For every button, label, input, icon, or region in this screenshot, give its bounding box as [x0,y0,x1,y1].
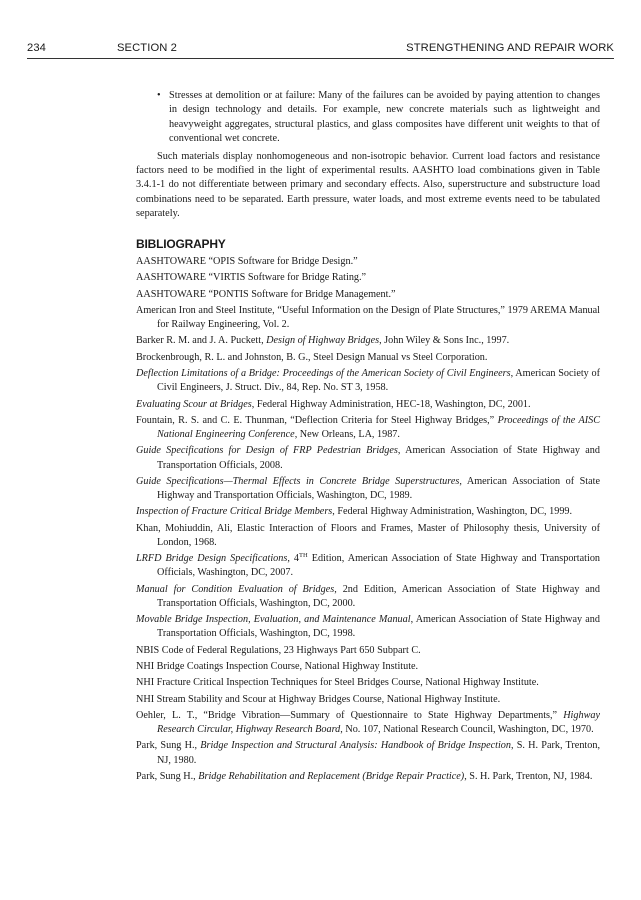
running-title: STRENGTHENING AND REPAIR WORK [406,42,614,54]
entry-text: Oehler, L. T., “Bridge Vibration—Summary of Questionnaire to State Highway Departments,” [136,709,564,721]
entry-text: , John Wiley & Sons Inc., 1997. [379,335,510,347]
entry-text: NHI Fracture Critical Inspection Techniques for Steel Bridges Course, National Highway Institute. [136,677,539,689]
running-header [27,42,614,58]
bibliography-entry [136,522,600,550]
entry-title: Design of Highway Bridges [266,335,380,347]
entry-text: , 4 [287,553,300,565]
entry-text: , American Association of State Highway and Transportation Officials, 2008. [157,445,600,471]
section-label: SECTION 2 [117,42,177,54]
entry-text: NBIS Code of Federal Regulations, 23 Highways Part 650 Subpart C. [136,644,421,656]
entry-title: Highway Research Circular, Highway Research Board [157,709,600,736]
bullet-dot-icon: • [157,90,161,101]
bibliography-entry [136,398,600,412]
bibliography-entry [136,271,600,285]
entry-text: , American Association of State Highway and Transportation Officials, Washington, DC, 1989. [157,475,601,502]
bibliography-heading: BIBLIOGRAPHY [136,236,226,251]
entry-title: Bridge Rehabilitation and Replacement (Bridge Repair Practice) [198,770,465,782]
entry-title: Bridge Inspection and Structural Analysis: Handbook of Bridge Inspection [200,740,511,752]
bibliography-entry [136,693,600,707]
bibliography-entry [136,613,600,641]
entry-text: , 2nd Edition, American Association of State Highway and Transportation Officials, Washington, DC, 2000. [157,583,600,609]
entry-text: Edition, American Association of State Highway and Transportation Officials, Washington, DC, 2007. [157,553,601,579]
entry-text: Khan, Mohiuddin, Ali, Elastic Interaction of Floors and Frames, Master of Philosophy thesis, University of London, 1968. [136,522,600,548]
bibliography-entry [136,304,600,332]
entry-text: Park, Sung H., [136,740,201,752]
entry-title: LRFD Bridge Design Specifications [136,553,288,565]
entry-text: Fountain, R. S. and C. E. Thunman, “Deflection Criteria for Steel Highway Bridges,” [136,414,498,426]
bibliography-entry [136,505,600,519]
bibliography-entry [136,676,600,690]
entry-text: AASHTOWARE “PONTIS Software for Bridge Management.” [136,288,396,300]
bullet-text: Stresses at demolition or at failure: Many of the failures can be avoided by paying attention to changes in design technology and details. For example, new concrete materials such as lightweight and heavyweight aggregates, structural plastics, and glass composites have different unit weights to that of conventional wet concrete. [169,90,600,145]
entry-title: Movable Bridge Inspection, Evaluation, and Maintenance Manual [136,614,411,626]
page-number: 234 [27,42,46,54]
page-body [136,89,600,786]
entry-text: , Federal Highway Administration, Washington, DC, 1999. [332,506,573,518]
entry-text: , New Orleans, LA, 1987. [294,429,400,441]
entry-superscript: TH [299,552,308,560]
bibliography-entry [136,288,600,302]
bibliography-entry [136,709,600,737]
entry-title: Guide Specifications—Thermal Effects in Concrete Bridge Superstructures [136,475,460,487]
bibliography-entry [136,583,600,611]
bibliography-entry [136,351,600,365]
bibliography-entry [136,367,600,395]
bibliography-entry [136,414,600,442]
bibliography-entry [136,644,600,658]
bibliography-entry [136,255,600,269]
entry-text: , American Society of Civil Engineers, J. Struct. Div., 84, Rep. No. ST 3, 1958. [157,368,600,394]
bibliography-list [136,255,600,784]
entry-text: American Iron and Steel Institute, “Useful Information on the Design of Plate Structures,” 1979 AREMA Manual for Railway Engineering, Vol. 2. [136,304,600,331]
bibliography-entry [136,334,600,348]
entry-text: Park, Sung H., [136,770,199,782]
body-paragraph: Such materials display nonhomogeneous and non-isotropic behavior. Current load factors and resistance factors need to be modified in the light of experimental results. AASHTO load combinations given in Table 3.4.1-1 do not differentiate between primary and secondary effects. Also, superstructure and substructure load combinations need to be separated. Earth pressure, water loads, and most extreme events need to be tabulated separately. [136,150,600,220]
entry-text: , No. 107, National Research Council, Washington, DC, 1970. [340,724,594,736]
entry-text: AASHTOWARE “OPIS Software for Bridge Design.” [136,256,358,268]
entry-text: NHI Bridge Coatings Inspection Course, National Highway Institute. [136,660,419,672]
entry-text: , S. H. Park, Trenton, NJ, 1980. [157,740,600,766]
bibliography-entry [136,475,600,503]
header-rule [27,58,614,59]
bibliography-entry [136,552,600,580]
bibliography-entry [136,444,600,472]
entry-text: Barker R. M. and J. A. Puckett, [136,335,267,347]
entry-title: Manual for Condition Evaluation of Bridges [136,583,335,595]
entry-text: , Federal Highway Administration, HEC-18, Washington, DC, 2001. [251,398,531,410]
entry-text: NHI Stream Stability and Scour at Highway Bridges Course, National Highway Institute. [136,693,501,705]
bibliography-entry [136,770,600,784]
bibliography-entry [136,739,600,767]
bibliography-entry [136,660,600,674]
entry-title: Proceedings of the AISC National Engineering Conference [157,414,600,441]
entry-text: AASHTOWARE “VIRTIS Software for Bridge Rating.” [136,272,367,284]
entry-title: Deflection Limitations of a Bridge: Proceedings of the American Society of Civil Engineers [136,368,511,380]
entry-text: , American Association of State Highway and Transportation Officials, Washington, DC, 1998. [157,614,600,640]
entry-title: Evaluating Scour at Bridges [136,398,252,410]
bullet-item [136,89,600,147]
entry-title: Guide Specifications for Design of FRP Pedestrian Bridges [136,445,398,457]
entry-text: , S. H. Park, Trenton, NJ, 1984. [464,770,593,782]
entry-text: Brockenbrough, R. L. and Johnston, B. G., Steel Design Manual vs Steel Corporation. [136,351,488,363]
entry-title: Inspection of Fracture Critical Bridge Members [136,506,333,518]
